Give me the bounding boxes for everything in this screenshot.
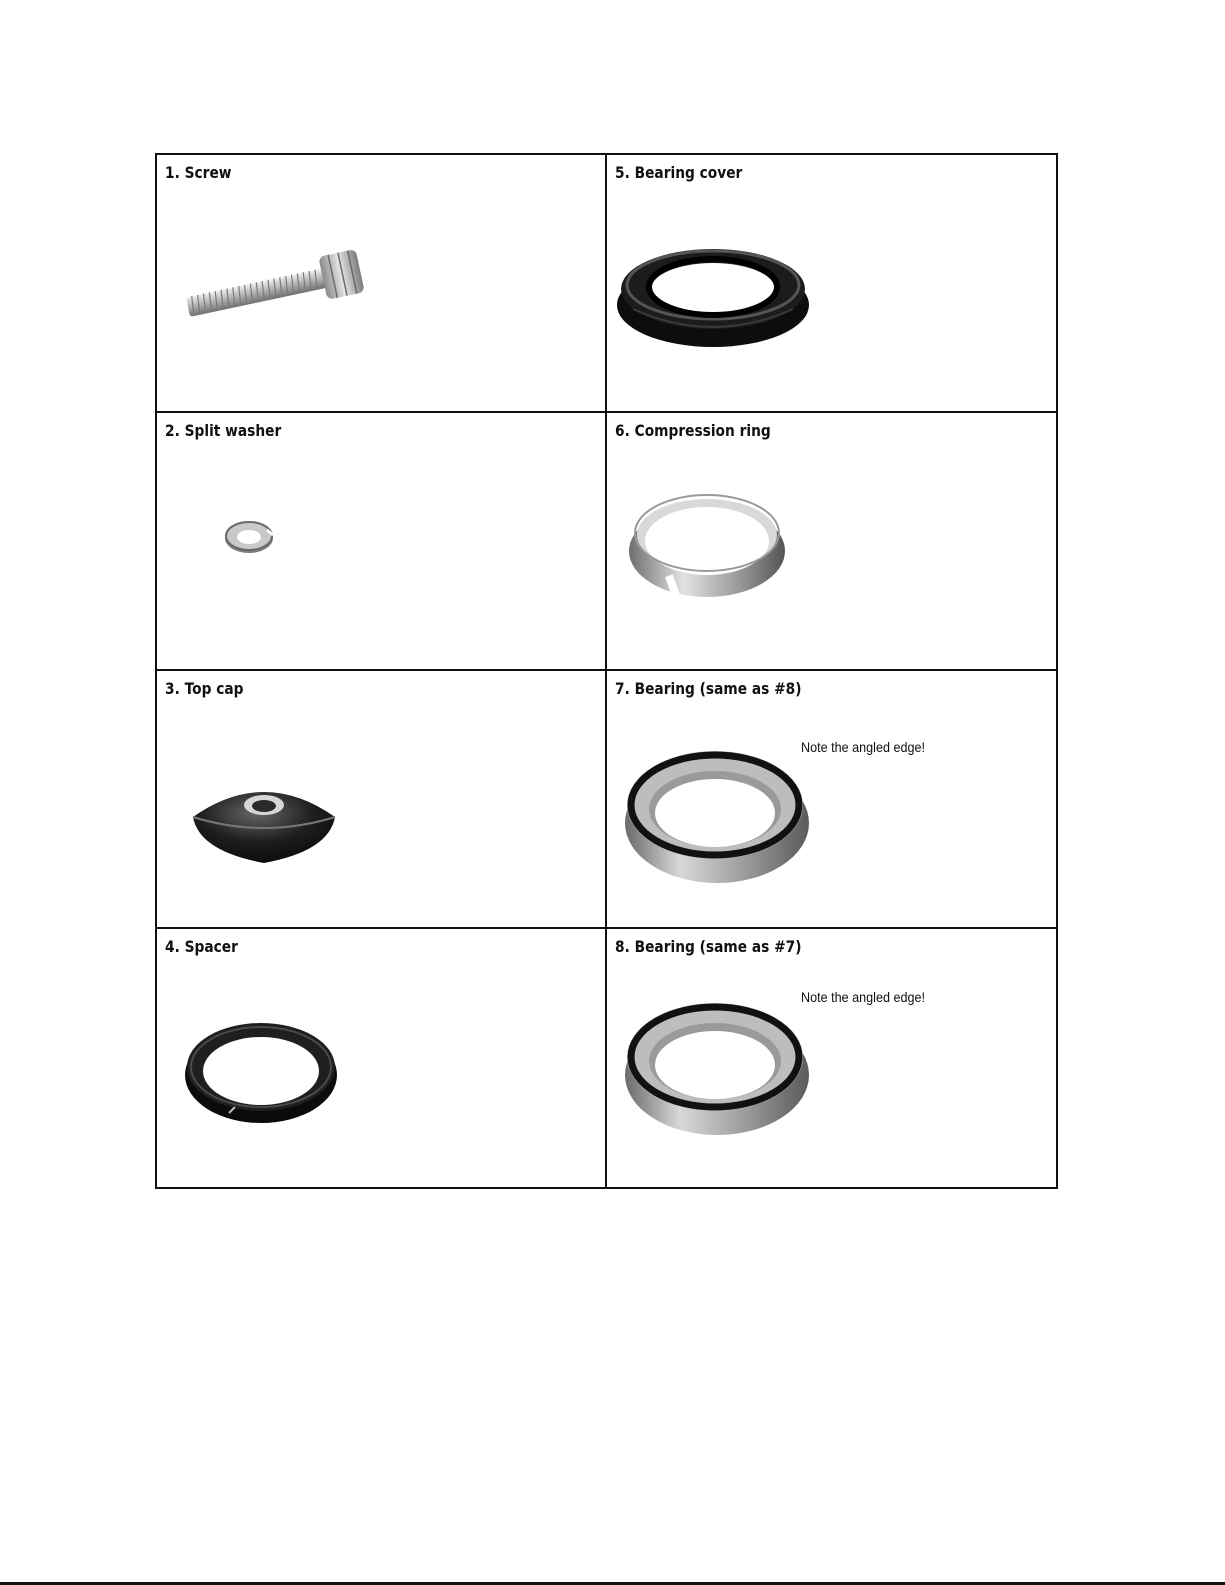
screw-icon bbox=[177, 243, 387, 323]
bearing-cover-icon bbox=[613, 233, 813, 353]
top-cap-icon bbox=[189, 769, 339, 869]
part-label: 6. Compression ring bbox=[614, 421, 771, 440]
part-cell-compression-ring bbox=[607, 413, 1057, 671]
part-cell-screw bbox=[157, 155, 607, 413]
part-label: 4. Spacer bbox=[165, 937, 238, 956]
compression-ring-icon bbox=[625, 483, 790, 603]
bearing-icon bbox=[621, 991, 821, 1141]
parts-table bbox=[155, 153, 1058, 1189]
bearing-icon bbox=[621, 739, 821, 889]
part-label: 8. Bearing (same as #7) bbox=[614, 937, 802, 956]
spacer-icon bbox=[183, 1015, 343, 1125]
part-label: 3. Top cap bbox=[165, 679, 244, 698]
part-cell-split-washer bbox=[157, 413, 607, 671]
split-washer-icon bbox=[221, 517, 277, 557]
part-label: 5. Bearing cover bbox=[614, 163, 742, 182]
part-label: 2. Split washer bbox=[165, 421, 282, 440]
part-cell-spacer bbox=[157, 929, 607, 1187]
part-cell-bearing-7 bbox=[607, 671, 1057, 929]
part-cell-bearing-8 bbox=[607, 929, 1057, 1187]
part-cell-bearing-cover bbox=[607, 155, 1057, 413]
part-label: 1. Screw bbox=[165, 163, 232, 182]
part-cell-top-cap bbox=[157, 671, 607, 929]
part-label: 7. Bearing (same as #8) bbox=[614, 679, 802, 698]
angled-edge-note: Note the angled edge! bbox=[800, 989, 925, 1005]
angled-edge-note: Note the angled edge! bbox=[800, 739, 925, 755]
